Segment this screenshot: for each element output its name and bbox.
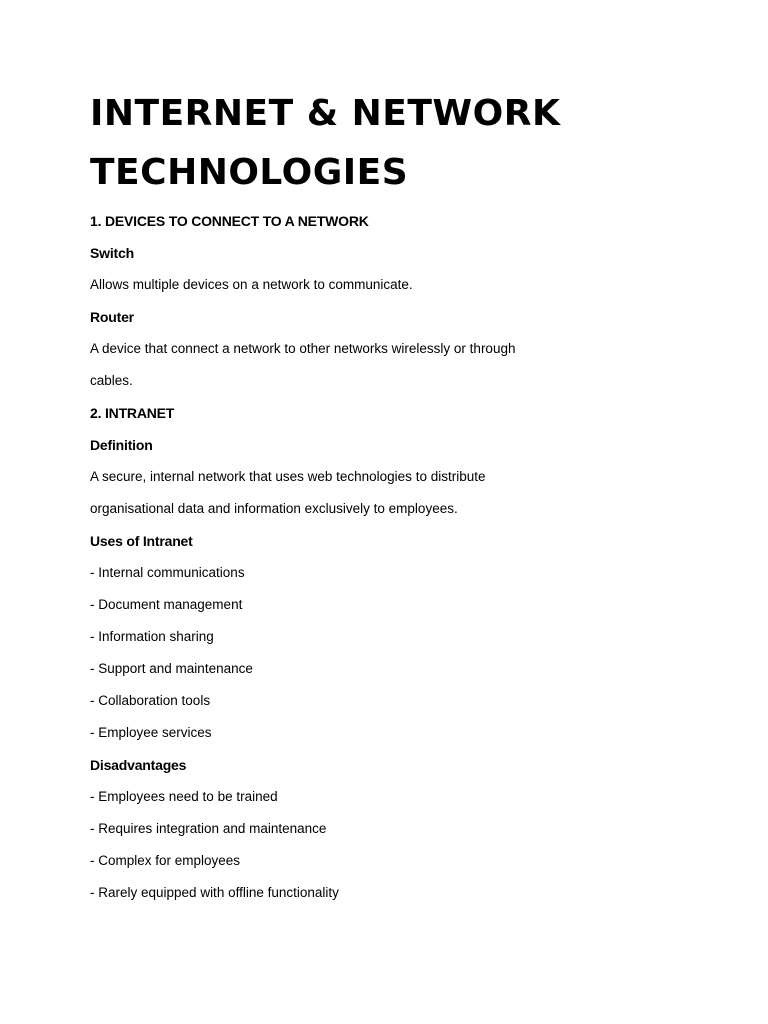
list-item: - Employee services: [90, 725, 212, 740]
subheading-uses: Uses of Intranet: [90, 533, 193, 549]
list-item: - Support and maintenance: [90, 661, 253, 676]
disadvantages-list: [90, 781, 690, 909]
document-page: [90, 84, 690, 909]
list-item: - Information sharing: [90, 629, 214, 644]
list-item: - Rarely equipped with offline functionality: [90, 885, 339, 900]
list-item: - Requires integration and maintenance: [90, 821, 327, 836]
uses-list: [90, 557, 690, 749]
section-devices: [90, 205, 690, 397]
section-heading-devices: 1. DEVICES TO CONNECT TO A NETWORK: [90, 213, 369, 229]
list-item: - Complex for employees: [90, 853, 241, 868]
subheading-switch: Switch: [90, 245, 134, 261]
router-description-line-2: cables.: [90, 373, 133, 388]
section-intranet: [90, 397, 690, 909]
subheading-router: Router: [90, 309, 134, 325]
document-title-line-2: TECHNOLOGIES: [90, 152, 409, 193]
definition-text-line-2: organisational data and information exclusively to employees.: [90, 501, 458, 516]
document-title-line-1: INTERNET & NETWORK: [90, 93, 561, 134]
document-title: [90, 84, 690, 202]
definition-text-line-1: A secure, internal network that uses web technologies to distribute: [90, 469, 486, 484]
list-item: - Document management: [90, 597, 243, 612]
list-item: - Internal communications: [90, 565, 245, 580]
list-item: - Employees need to be trained: [90, 789, 278, 804]
subheading-definition: Definition: [90, 437, 153, 453]
list-item: - Collaboration tools: [90, 693, 211, 708]
section-heading-intranet: 2. INTRANET: [90, 405, 175, 421]
subheading-disadvantages: Disadvantages: [90, 757, 187, 773]
switch-description: Allows multiple devices on a network to communicate.: [90, 277, 413, 292]
router-description-line-1: A device that connect a network to other networks wirelessly or through: [90, 341, 516, 356]
